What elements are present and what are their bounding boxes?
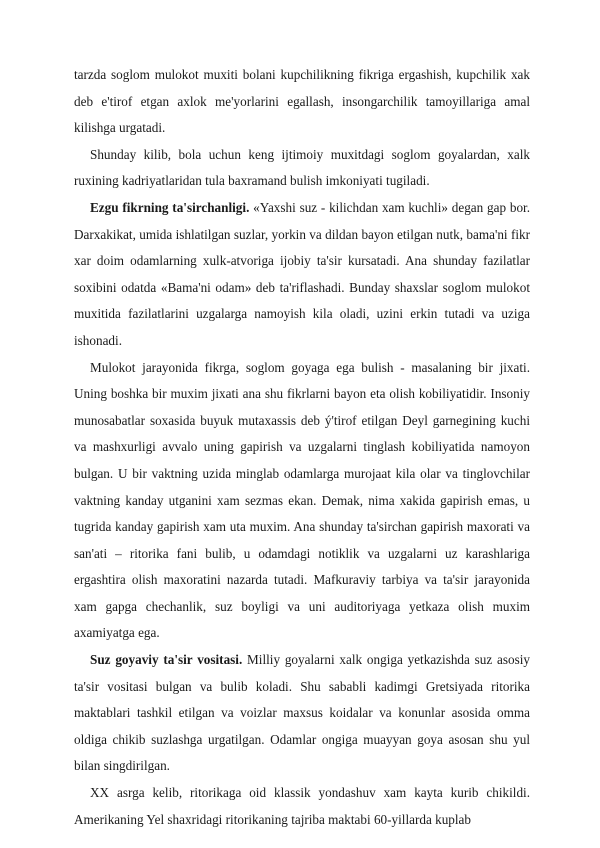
paragraph-4: Mulokot jarayonida fikrga, soglom goyaga ega bulish - masalaning bir jixati. Uning boshka bir muxim jixati ana shu fikrlarni bayon eta olish kobiliyatidir. Insoniy munosabatlar soxasida buyuk mutaxassis deb ý'tirof etilgan Deyl garnegining kuchi va mashxurligi avvalo uning gapirish va uzgalarni tinglash kobiliyatida namoyon bulgan. U bir vaktning uzida minglab odamlarga murojaat kila olar va tinglovchilar vaktning kanday utganini xam sezmas ekan. Demak, nima xakida gapirish emas, u tugrida kanday gapirish xam uta muxim. Ana shunday ta'sirchan gapirish maxorati va san'ati – ritorika fani bulib, u odamdagi notiklik va uzgalarni uz karashlariga ergashtira olish maxoratini nazarda tutadi. Mafkuraviy tarbiya va ta'sir jarayonida xam gapga chechanlik, suz boyligi va uni auditoriyaga yetkaza olish muxim axamiyatga ega. [74, 359, 530, 641]
paragraph-5-heading: Suz goyaviy ta'sir vositasi. [90, 652, 243, 668]
paragraph-1: tarzda soglom mulokot muxiti bolani kupchilikning fikriga ergashish, kupchilik xak deb e'tirof etgan axlok me'yorlarini egallash, insongarchilik tamoyillariga amal kilishga urgatadi. [74, 67, 530, 136]
paragraph-3 [74, 195, 530, 355]
paragraph-5-body: Milliy goyalarni xalk ongiga yetkazishda suz asosiy ta'sir vositasi bulgan va bulib koladi. Shu sababli kadimgi Gretsiyada ritorika maktablari tashkil etilgan va voizlar maxsus koidalar va konunlar asosida omma oldiga chikib suzlashga urgatilgan. Odamlar ongiga muayyan goya asosan shu yul bilan singdirilgan. [74, 652, 531, 774]
paragraph-2: Shunday kilib, bola uchun keng ijtimoiy muxitdagi soglom goyalardan, xalk ruxining kadriyatlaridan tula baxramand bulish imkoniyati tugiladi. [74, 146, 530, 189]
document-page [74, 62, 530, 833]
paragraph-3-heading: Ezgu fikrning ta'sirchanligi. [90, 199, 250, 215]
paragraph-3-body: «Yaxshi suz - kilichdan xam kuchli» degan gap bor. Darxakikat, umida ishlatilgan suzlar, yorkin va dildan bayon etilgan nutk, bama'ni fikr xar doim odamlarning xulk-atvoriga ijobiy ta'sir kursatadi. Ana shunday fazilatlar soxibini odatda «Bama'ni odam» deb ta'riflashadi. Bunday shaxslar soglom mulokot muxitida fazilatlarini uzgalarga namoyish kila oladi, uzini erkin tutadi va uziga ishonadi. [74, 199, 530, 348]
paragraph-5 [74, 647, 530, 780]
paragraph-6: XX asrga kelib, ritorikaga oid klassik yondashuv xam kayta kurib chikildi. Amerikaning Yel shaxridagi ritorikaning tajriba maktabi 60-yillarda kuplab [74, 785, 530, 827]
